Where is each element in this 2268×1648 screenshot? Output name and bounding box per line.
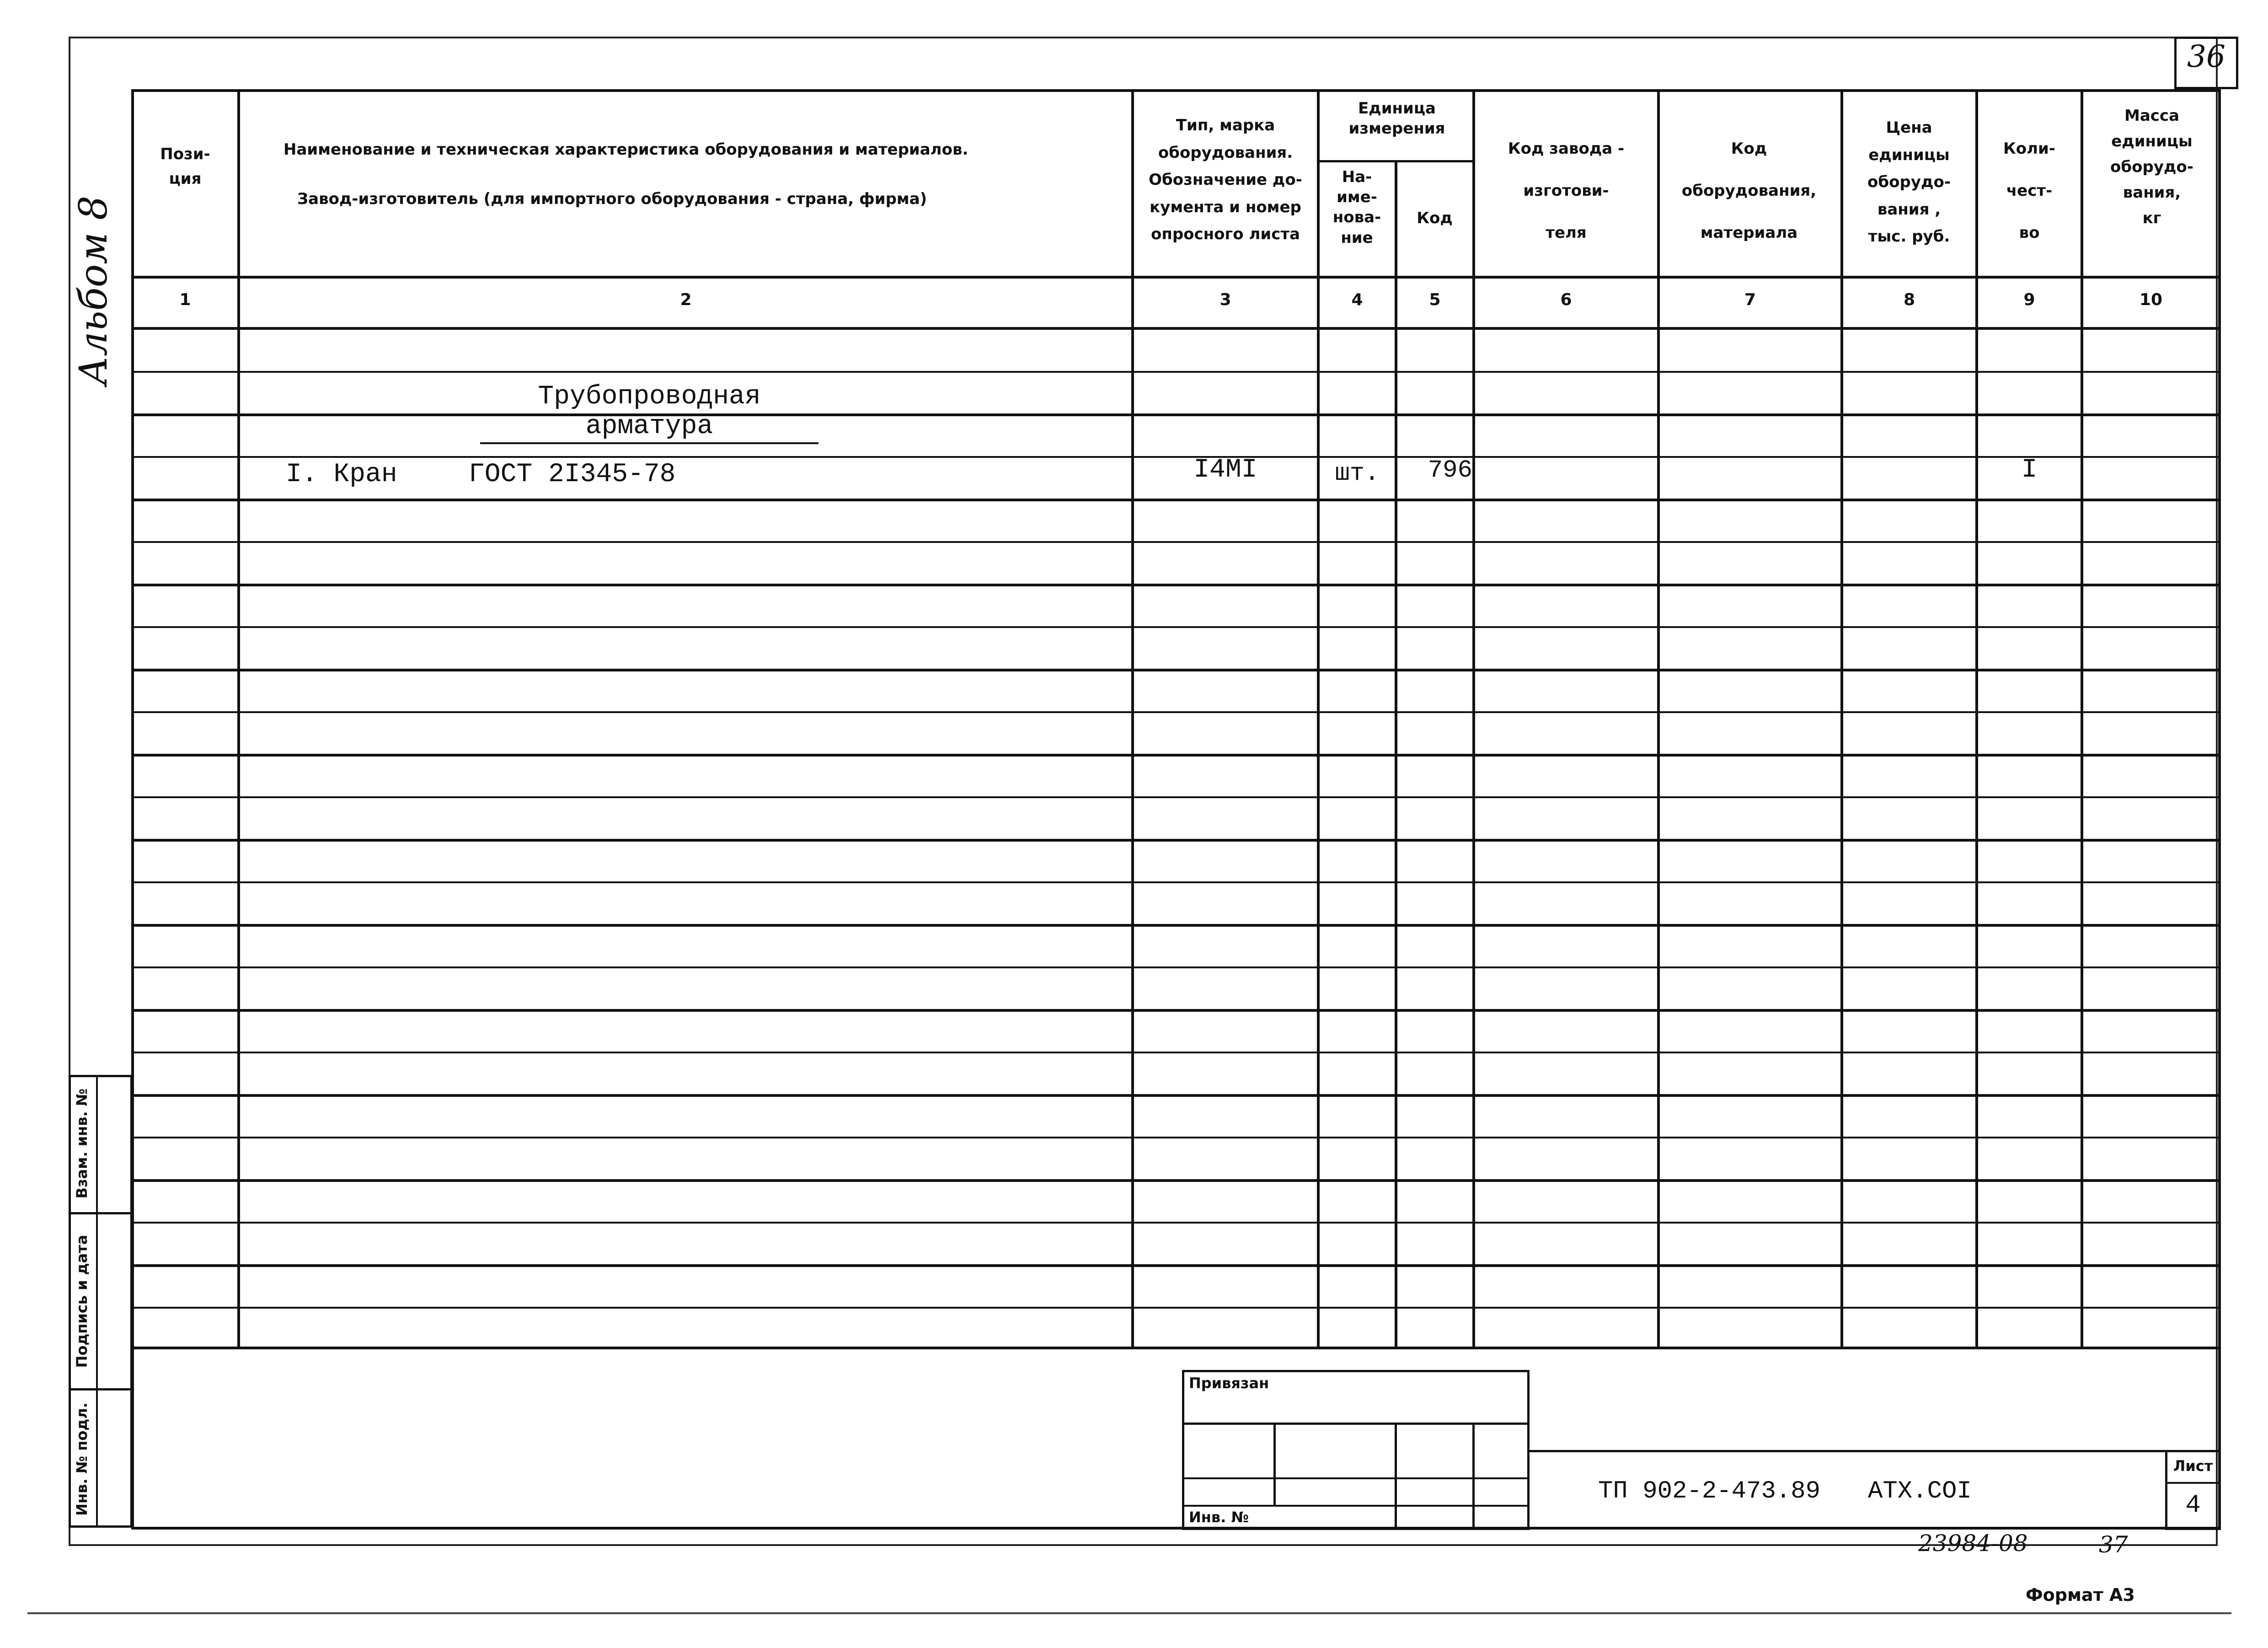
vline-1 bbox=[237, 89, 240, 1349]
bottom-rule bbox=[27, 1612, 2231, 1614]
binding-inv-no: Инв. № bbox=[1189, 1508, 1249, 1526]
header-bottom-line bbox=[131, 276, 2221, 279]
colnum-6: 6 bbox=[1560, 290, 1572, 309]
side-stamp-vline bbox=[96, 1075, 98, 1528]
vline-3 bbox=[1317, 89, 1320, 1349]
doc-code-top-line bbox=[1527, 1450, 2220, 1452]
binding-row-2 bbox=[1182, 1477, 1530, 1479]
table-row-line bbox=[131, 626, 2221, 628]
header-name-line1: Наименование и техническая характеристика оборудования и материалов. bbox=[284, 140, 968, 159]
header-price: Цена единицы оборудо- вания , тыс. руб. bbox=[1867, 118, 1951, 246]
inv-podl-label: Инв. № подл. bbox=[73, 1402, 91, 1516]
table-row-line bbox=[131, 1052, 2221, 1053]
binding-vline-3 bbox=[1472, 1423, 1475, 1530]
section-title: Трубопроводная арматура bbox=[480, 382, 818, 444]
row1-quantity: I bbox=[2021, 455, 2038, 485]
table-row-line bbox=[131, 1009, 2221, 1012]
table-row-line bbox=[131, 499, 2221, 501]
archive-number: 23984-08 bbox=[1918, 1530, 2028, 1557]
table-row-line bbox=[131, 1222, 2221, 1224]
table-row-line bbox=[131, 711, 2221, 713]
row1-unit-name: шт. bbox=[1335, 460, 1380, 488]
side-stamp-line1 bbox=[69, 1212, 133, 1214]
header-type: Тип, марка оборудования. Обозначение до- кумента и номер опросного листа bbox=[1149, 116, 1302, 243]
table-row-line bbox=[131, 371, 2221, 373]
row1-name: I. Кран bbox=[286, 460, 397, 489]
header-mass: Масса единицы оборудо- вания, кг bbox=[2110, 107, 2193, 228]
table-row-line bbox=[131, 796, 2221, 798]
table-row-line bbox=[131, 584, 2221, 586]
table-row-line bbox=[131, 754, 2221, 757]
header-unit-group: Единица измерения bbox=[1348, 99, 1445, 138]
header-name-line2: Завод-изготовитель (для импортного оборудования - страна, фирма) bbox=[297, 190, 927, 208]
colnum-bottom-line bbox=[131, 327, 2221, 330]
vline-2 bbox=[1131, 89, 1134, 1349]
table-row-line bbox=[131, 1179, 2221, 1182]
binding-row-1 bbox=[1182, 1423, 1530, 1425]
colnum-1: 1 bbox=[179, 290, 191, 309]
table-row-line bbox=[131, 1094, 2221, 1097]
colnum-8: 8 bbox=[1903, 290, 1915, 309]
table-row-line bbox=[131, 881, 2221, 883]
colnum-2: 2 bbox=[680, 290, 692, 309]
sheet-number-top: 36 bbox=[2187, 39, 2225, 74]
binding-vline-2 bbox=[1395, 1423, 1397, 1530]
vline-9 bbox=[2081, 89, 2083, 1349]
table-row-line bbox=[131, 413, 2221, 416]
row1-type: I4MI bbox=[1193, 455, 1257, 485]
list-label: Лист bbox=[2173, 1457, 2213, 1475]
format-label: Формат А3 bbox=[2026, 1585, 2135, 1605]
vline-8 bbox=[1975, 89, 1978, 1349]
binding-vline-1 bbox=[1273, 1423, 1276, 1505]
doc-code: ТП 902-2-473.89 bbox=[1598, 1477, 1821, 1505]
album-label: Альбом 8 bbox=[71, 195, 116, 386]
colnum-4: 4 bbox=[1351, 290, 1363, 309]
row1-standard: ГОСТ 2I345-78 bbox=[469, 460, 676, 489]
colnum-5: 5 bbox=[1429, 290, 1441, 309]
vzam-inv-label: Взам. инв. № bbox=[73, 1088, 91, 1199]
header-factory-code: Код завода - изготови- теля bbox=[1508, 140, 1625, 242]
doc-suffix: АТХ.COI bbox=[1868, 1477, 1972, 1505]
vline-6 bbox=[1657, 89, 1660, 1349]
table-row-line bbox=[131, 1137, 2221, 1138]
colnum-3: 3 bbox=[1220, 290, 1231, 309]
header-quantity: Коли- чест- во bbox=[2003, 140, 2055, 242]
header-unit-name: На- име- нова- ние bbox=[1332, 168, 1381, 247]
colnum-10: 10 bbox=[2139, 290, 2163, 309]
unit-group-divider bbox=[1317, 160, 1472, 162]
list-box-divider bbox=[2165, 1482, 2221, 1484]
vline-7 bbox=[1840, 89, 1843, 1349]
colnum-9: 9 bbox=[2023, 290, 2035, 309]
binding-row-3 bbox=[1182, 1505, 1530, 1507]
table-row-line bbox=[131, 839, 2221, 842]
podpis-data-label: Подпись и дата bbox=[73, 1235, 91, 1368]
table-row-line bbox=[131, 1264, 2221, 1267]
list-number: 4 bbox=[2185, 1490, 2201, 1519]
colnum-7: 7 bbox=[1744, 290, 1756, 309]
table-row-line bbox=[131, 669, 2221, 671]
header-position: Пози- ция bbox=[160, 145, 210, 188]
table-row-line bbox=[131, 924, 2221, 927]
table-row-line bbox=[131, 541, 2221, 543]
archive-page: 37 bbox=[2099, 1531, 2128, 1558]
row1-unit-code: 796 bbox=[1428, 456, 1472, 484]
table-row-line bbox=[131, 966, 2221, 968]
vline-5 bbox=[1472, 89, 1475, 1349]
header-equipment-code: Код оборудования, материала bbox=[1681, 140, 1817, 242]
binding-privyazan: Привязан bbox=[1189, 1374, 1269, 1392]
header-unit-code: Код bbox=[1417, 209, 1453, 227]
table-row-line bbox=[131, 1307, 2221, 1309]
